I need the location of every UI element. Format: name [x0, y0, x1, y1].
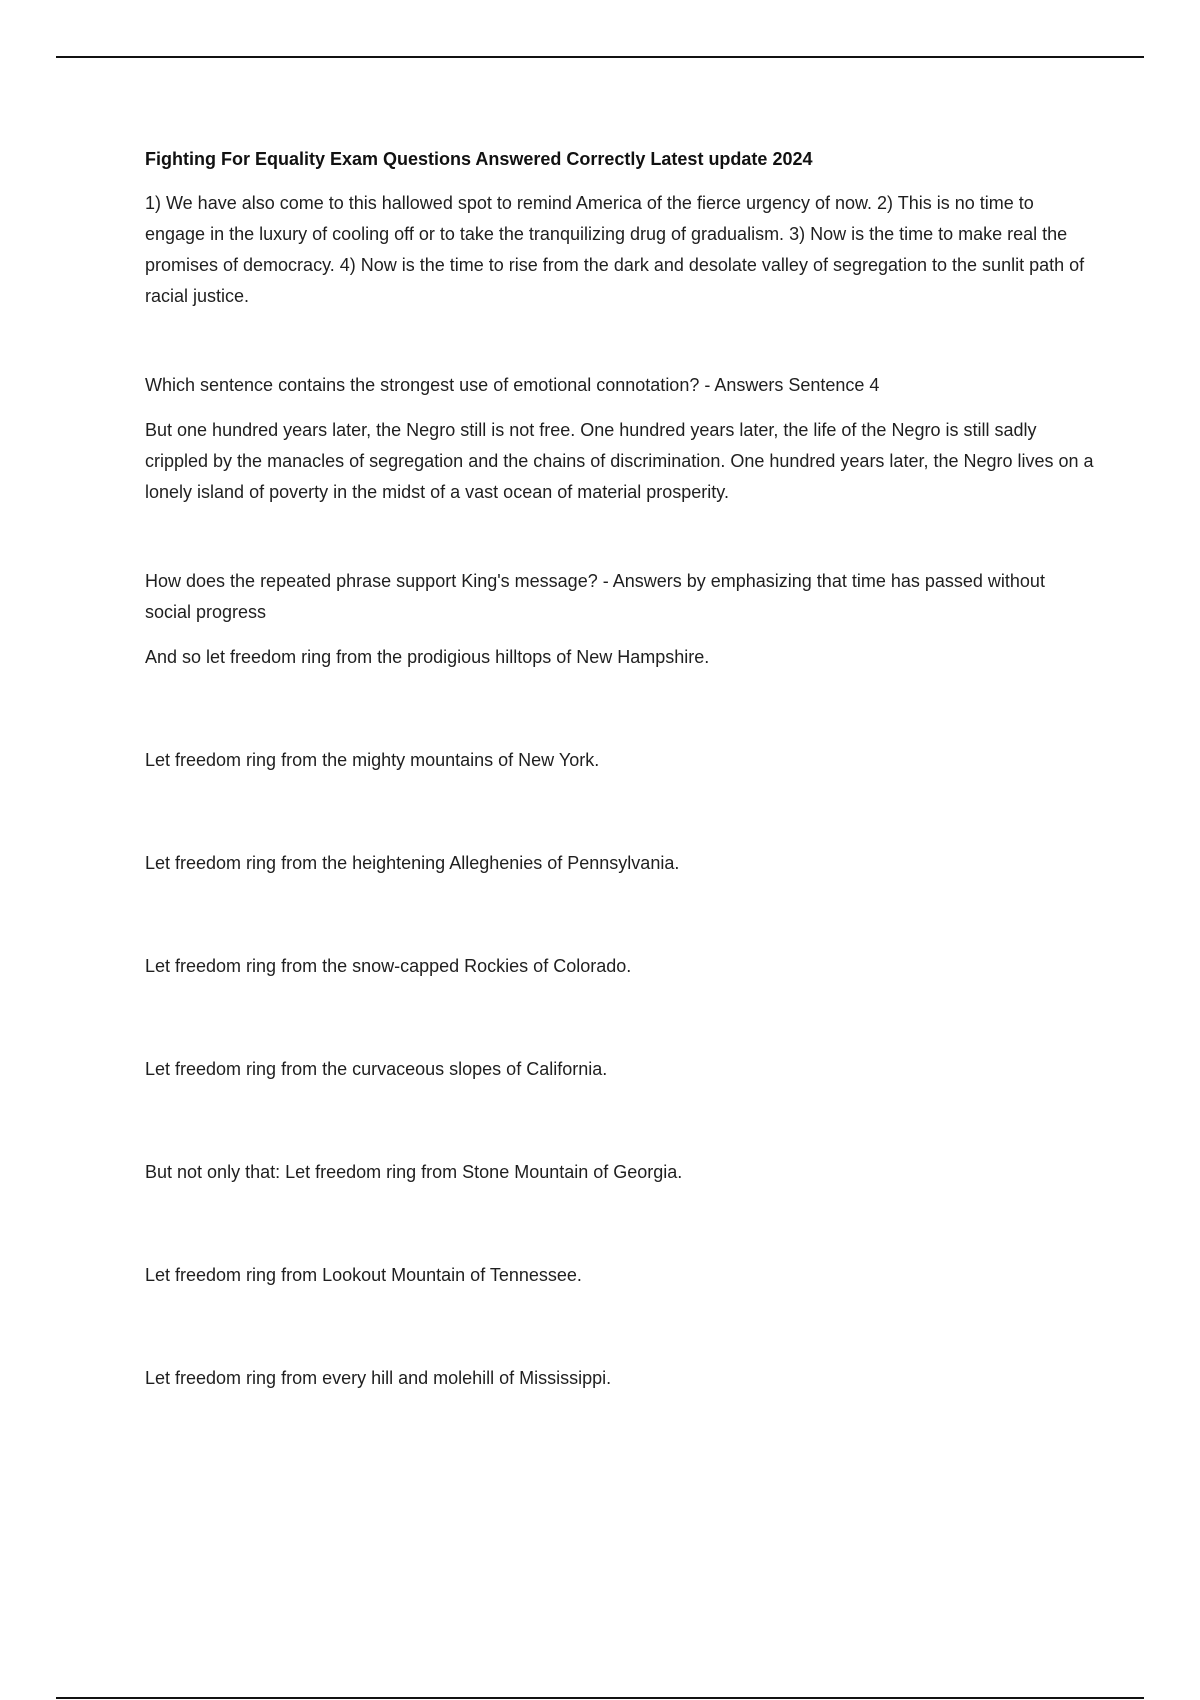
- footer-rule: [56, 1697, 1144, 1699]
- document-body: [145, 144, 1095, 1394]
- header-rule: [56, 56, 1144, 58]
- freedom-line: Let freedom ring from the mighty mountains of New York.: [145, 750, 600, 770]
- freedom-line: Let freedom ring from every hill and molehill of Mississippi.: [145, 1368, 612, 1388]
- freedom-line: Let freedom ring from the curvaceous slopes of California.: [145, 1059, 608, 1079]
- freedom-line: Let freedom ring from the heightening Alleghenies of Pennsylvania.: [145, 853, 680, 873]
- freedom-line: Let freedom ring from Lookout Mountain of Tennessee.: [145, 1265, 582, 1285]
- freedom-line: But not only that: Let freedom ring from Stone Mountain of Georgia.: [145, 1162, 683, 1182]
- freedom-line: And so let freedom ring from the prodigious hilltops of New Hampshire.: [145, 647, 710, 667]
- passage-2: But one hundred years later, the Negro still is not free. One hundred years later, the life of the Negro is still sadly crippled by the manacles of segregation and the chains of discrimination. One hundred years later, the Negro lives on a lonely island of poverty in the midst of a vast ocean of material prosperity.: [145, 420, 1094, 502]
- question-1: Which sentence contains the strongest use of emotional connotation? - Answers Sentence 4: [145, 375, 880, 395]
- question-2: How does the repeated phrase support King's message? - Answers by emphasizing that time has passed without social progress: [145, 571, 1045, 622]
- freedom-line: Let freedom ring from the snow-capped Rockies of Colorado.: [145, 956, 632, 976]
- document-title: Fighting For Equality Exam Questions Answered Correctly Latest update 2024: [145, 149, 813, 169]
- passage-1: 1) We have also come to this hallowed spot to remind America of the fierce urgency of now. 2) This is no time to engage in the luxury of cooling off or to take the tranquilizing drug of gradualism. 3) Now is the time to make real the promises of democracy. 4) Now is the time to rise from the dark and desolate valley of segregation to the sunlit path of racial justice.: [145, 193, 1085, 306]
